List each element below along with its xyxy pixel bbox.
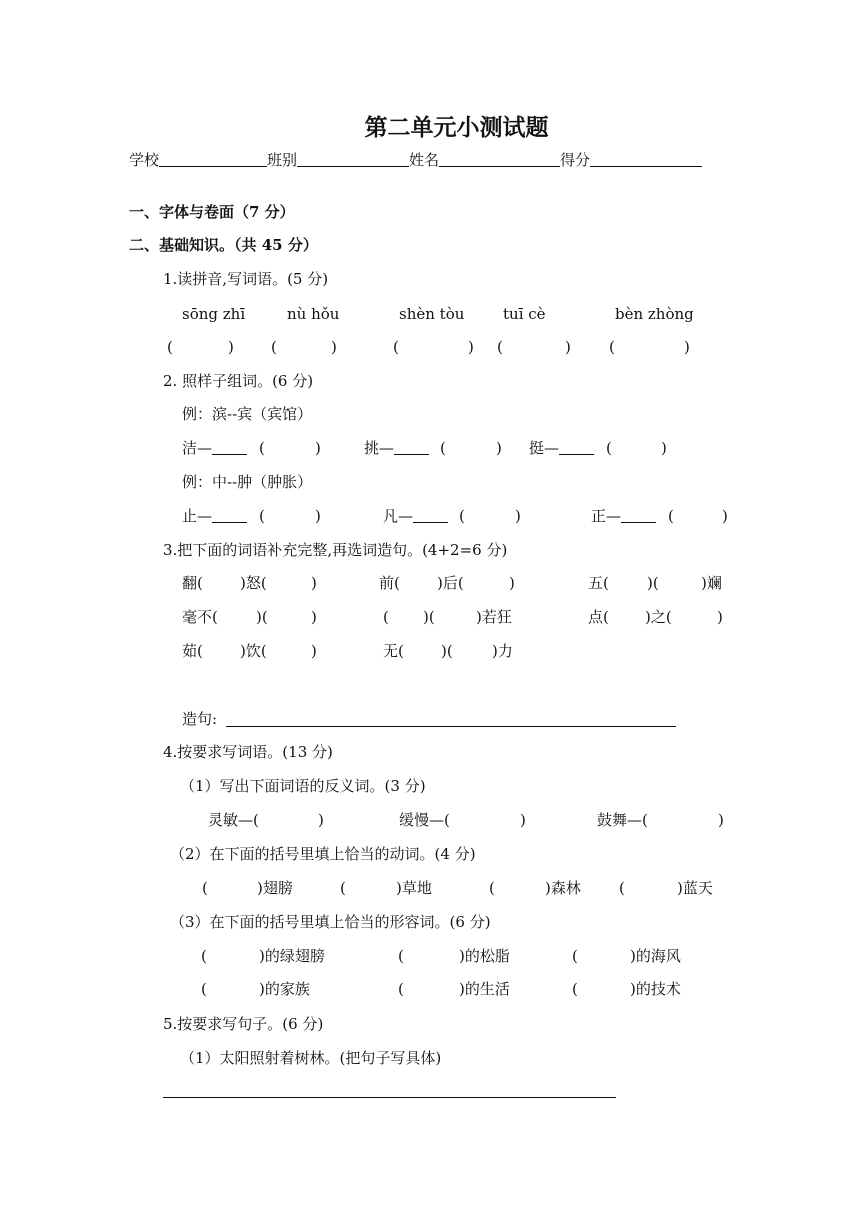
- word-blank[interactable]: [212, 506, 247, 523]
- question-2-label: 2. 照样子组词。(6 分): [163, 372, 314, 390]
- q2-row1-open-2[interactable]: (: [440, 439, 446, 457]
- q1-answer-3-close: ): [468, 338, 474, 356]
- q4-sub-2-label: （2）在下面的括号里填上恰当的动词。(4 分): [170, 845, 476, 863]
- idiom-1-part-1: 翻(: [182, 574, 203, 592]
- q2-row2-close-1: ): [315, 507, 321, 525]
- q1-answer-4-close: ): [565, 338, 571, 356]
- idiom-7-part-2: )饮(: [240, 642, 267, 660]
- q2-row2-open-2[interactable]: (: [459, 507, 465, 525]
- q2-row1-close-1: ): [315, 439, 321, 457]
- q1-answer-1-close: ): [228, 338, 234, 356]
- q5-sub-1-label: （1）太阳照射着树林。(把句子写具体): [180, 1049, 442, 1067]
- verb-4-text: )蓝天: [677, 879, 713, 897]
- idiom-1-part-2: )怒(: [240, 574, 267, 592]
- q2-row2-item-1: 止—: [182, 506, 247, 526]
- pinyin-3: shèn tòu: [399, 305, 465, 323]
- word-blank[interactable]: [212, 438, 247, 455]
- q1-answer-2-close: ): [331, 338, 337, 356]
- adj-4-text: )的家族: [259, 980, 310, 998]
- verb-1-open[interactable]: (: [202, 879, 208, 897]
- q2-row1-open-3[interactable]: (: [606, 439, 612, 457]
- adj-3-text: )的海风: [630, 947, 681, 965]
- q4-sub-1-label: （1）写出下面词语的反义词。(3 分): [180, 777, 426, 795]
- idiom-7-part-1: 茹(: [182, 642, 203, 660]
- question-5-label: 5.按要求写句子。(6 分): [163, 1015, 324, 1033]
- score-label: 得分: [560, 151, 591, 169]
- antonym-1-close: ): [318, 811, 324, 829]
- q1-answer-5-close: ): [684, 338, 690, 356]
- antonym-3-close: ): [718, 811, 724, 829]
- verb-3-text: )森林: [545, 879, 581, 897]
- adj-2-text: )的松脂: [459, 947, 510, 965]
- make-sentence-label: 造句:: [182, 710, 218, 728]
- pinyin-1: sōng zhī: [182, 305, 246, 323]
- q2-row2-item-2: 凡—: [383, 506, 448, 526]
- class-field[interactable]: [297, 150, 409, 167]
- verb-3-open[interactable]: (: [489, 879, 495, 897]
- antonym-3[interactable]: 鼓舞—(: [597, 811, 648, 829]
- section-2-heading: 二、基础知识。（共 45 分）: [129, 236, 318, 254]
- q2-example-1: 例：滨--宾（宾馆）: [182, 405, 313, 423]
- idiom-7-part-3: ): [311, 642, 317, 660]
- school-label: 学校: [129, 151, 160, 169]
- question-1-label: 1.读拼音,写词语。(5 分): [163, 270, 329, 288]
- q2-row2-open-1[interactable]: (: [259, 507, 265, 525]
- question-3-label: 3.把下面的词语补充完整,再选词造句。(4+2=6 分): [163, 541, 508, 559]
- idiom-5-part-1: (: [383, 608, 389, 626]
- word-blank[interactable]: [621, 506, 656, 523]
- class-label: 班别: [267, 151, 298, 169]
- idiom-6-part-2: )之(: [645, 608, 672, 626]
- q2-row2-close-2: ): [515, 507, 521, 525]
- verb-1-text: )翅膀: [257, 879, 293, 897]
- q2-row1-item-1: 洁—: [182, 438, 247, 458]
- idiom-3-part-1: 五(: [588, 574, 609, 592]
- idiom-6-part-1: 点(: [588, 608, 609, 626]
- q2-row1-close-3: ): [661, 439, 667, 457]
- adj-2-open[interactable]: (: [398, 947, 404, 965]
- verb-4-open[interactable]: (: [619, 879, 625, 897]
- adj-3-open[interactable]: (: [572, 947, 578, 965]
- q2-row2-item-3: 正—: [591, 506, 656, 526]
- verb-2-open[interactable]: (: [340, 879, 346, 897]
- verb-2-text: )草地: [396, 879, 432, 897]
- adj-1-open[interactable]: (: [201, 947, 207, 965]
- pinyin-2: nù hǒu: [287, 305, 340, 323]
- idiom-3-part-2: )(: [647, 574, 659, 592]
- make-sentence-line[interactable]: [226, 726, 676, 727]
- adj-4-open[interactable]: (: [201, 980, 207, 998]
- idiom-8-part-2: )(: [441, 642, 453, 660]
- idiom-2-part-1: 前(: [379, 574, 400, 592]
- q1-answer-4-open[interactable]: (: [497, 338, 503, 356]
- q1-answer-2-open[interactable]: (: [271, 338, 277, 356]
- section-1-heading: 一、字体与卷面（7 分）: [129, 203, 295, 221]
- idiom-6-part-3: ): [717, 608, 723, 626]
- q5-answer-line[interactable]: [163, 1097, 616, 1098]
- idiom-8-part-3: )力: [492, 642, 513, 660]
- name-label: 姓名: [409, 151, 440, 169]
- question-4-label: 4.按要求写词语。(13 分): [163, 743, 333, 761]
- antonym-2[interactable]: 缓慢—(: [399, 811, 450, 829]
- idiom-2-part-3: ): [509, 574, 515, 592]
- adj-6-open[interactable]: (: [572, 980, 578, 998]
- adj-5-text: )的生活: [459, 980, 510, 998]
- school-field[interactable]: [159, 150, 267, 167]
- idiom-4-part-3: ): [311, 608, 317, 626]
- idiom-3-part-3: )斓: [701, 574, 722, 592]
- q2-row2-open-3[interactable]: (: [668, 507, 674, 525]
- name-field[interactable]: [439, 150, 560, 167]
- pinyin-4: tuī cè: [503, 305, 546, 323]
- score-field[interactable]: [590, 150, 702, 167]
- adj-1-text: )的绿翅膀: [259, 947, 325, 965]
- q1-answer-1-open[interactable]: (: [167, 338, 173, 356]
- q2-row1-item-3: 挺—: [529, 438, 594, 458]
- idiom-8-part-1: 无(: [383, 642, 404, 660]
- q1-answer-5-open[interactable]: (: [609, 338, 615, 356]
- word-blank[interactable]: [394, 438, 429, 455]
- q2-row1-item-2: 挑—: [364, 438, 429, 458]
- info-line: [129, 150, 702, 170]
- idiom-1-part-3: ): [311, 574, 317, 592]
- q2-row1-open-1[interactable]: (: [259, 439, 265, 457]
- adj-6-text: )的技术: [630, 980, 681, 998]
- q2-row2-close-3: ): [722, 507, 728, 525]
- adj-5-open[interactable]: (: [398, 980, 404, 998]
- page-title: 第二单元小测试题: [364, 114, 549, 141]
- idiom-4-part-1: 毫不(: [182, 608, 218, 626]
- antonym-2-close: ): [520, 811, 526, 829]
- idiom-4-part-2: )(: [256, 608, 268, 626]
- q2-row1-close-2: ): [496, 439, 502, 457]
- antonym-1[interactable]: 灵敏—(: [208, 811, 259, 829]
- q1-answer-3-open[interactable]: (: [393, 338, 399, 356]
- pinyin-5: bèn zhòng: [615, 305, 694, 323]
- idiom-2-part-2: )后(: [437, 574, 464, 592]
- q2-example-2: 例：中--肿（肿胀）: [182, 473, 313, 491]
- idiom-5-part-3: )若狂: [476, 608, 512, 626]
- idiom-5-part-2: )(: [423, 608, 435, 626]
- word-blank[interactable]: [559, 438, 594, 455]
- word-blank[interactable]: [413, 506, 448, 523]
- q4-sub-3-label: （3）在下面的括号里填上恰当的形容词。(6 分): [170, 913, 491, 931]
